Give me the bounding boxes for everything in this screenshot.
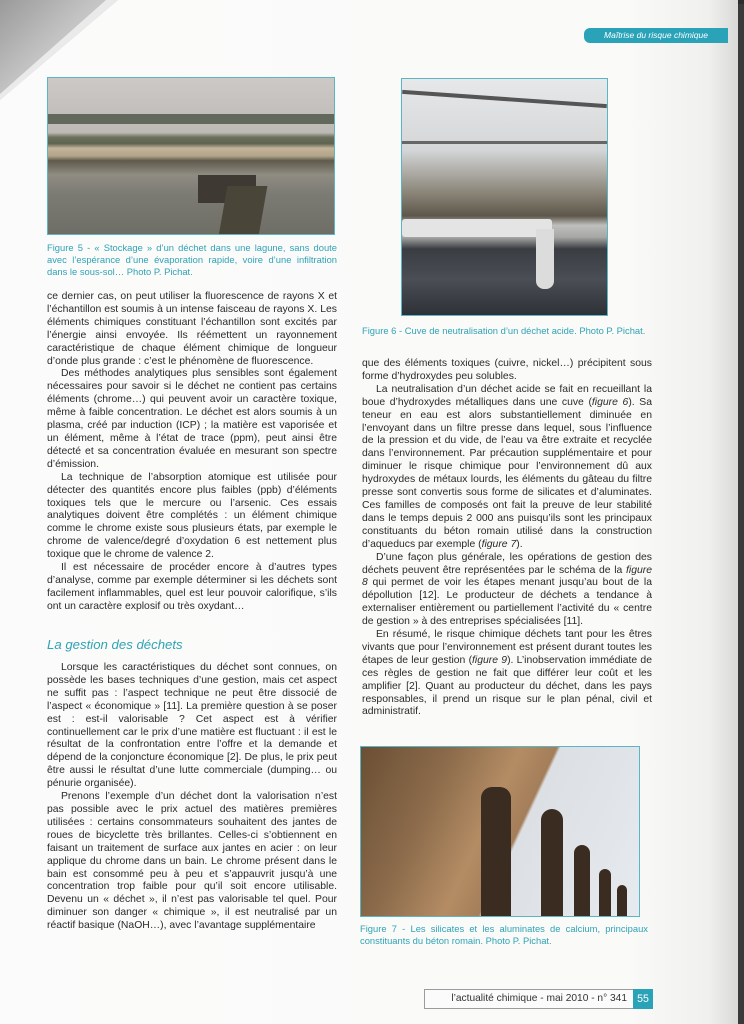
right-column-text bbox=[362, 358, 652, 719]
paragraph: ce dernier cas, on peut utiliser la fluorescence de rayons X et l’échantillon est soumis à un intense faisceau de rayons X. Les éléments chimiques constituant l’échantillon sont excités par l’énergie ainsi envoyée. Ils réémettent un rayonnement caractéristique de chaque élément chimique de longueur d’onde plus grande : c’est le phénomène de fluorescence. bbox=[47, 291, 337, 367]
journal-footer: l’actualité chimique - mai 2010 - n° 341 bbox=[424, 989, 634, 1009]
steel-beam bbox=[402, 90, 607, 108]
paragraph: Il est nécessaire de procéder encore à d’autres types d’analyse, comme par exemple déterminer si les déchets sont facilement inflammables, quel est leur pouvoir calorifique, s’ils ont un caractère explosif ou très oxydant… bbox=[47, 562, 337, 612]
paragraph: Lorsque les caractéristiques du déchet sont connues, on possède les bases techniques d’une gestion, mais cet aspect ne suffit pas : l’aspect technique ne peut être dissocié de l’aspect « économique » [11]. La première question à se poser est : est-il valorisable ? Cet aspect est à vérifier continuellement car le prix d’une matière est fluctuant : il est le résultat de la confrontation entre l’offre et la demande et dépend de la conjoncture économique [2]. De plus, le prix peut être aussi le résultat d’une lutte commerciale (dumping… ou pénurie organisée). bbox=[47, 662, 337, 790]
paragraph: que des éléments toxiques (cuivre, nickel…) précipitent sous forme d’hydroxydes peu solubles. bbox=[362, 358, 652, 382]
paragraph: Prenons l’exemple d’un déchet dont la valorisation n’est pas possible avec le prix actuel des matières premières utilisées : certains consommateurs souhaitent des jantes de roues de bicyclette très brillantes. Celles-ci s’obtiennent en faisant un traitement de surface aux jantes en acier : on leur applique du chrome dans un bain. Le chrome présent dans le bain est consommé peu à peu et s’appauvrit jusqu’à une concentration trop faible pour qu’il soit encore utilisable. Devenu un « déchet », il n’est pas valorisable tel quel. Pour diminuer son danger « chimique », il est neutralisé par un réactif basique (NaOH…), avec l’avantage supplémentaire bbox=[47, 791, 337, 932]
section-heading: La gestion des déchets bbox=[47, 637, 183, 652]
paragraph: En résumé, le risque chimique déchets tant pour les êtres vivants que pour l’environnement est présent durant toutes les étapes de leur gestion (figure 9). L’inobservation immédiate de ces règles de gestion ne fait que différer leur coût et les amplifier [2]. Quant au producteur du déchet, dans les pays responsables, il prend un risque sur le plan pénal, civil et administratif. bbox=[362, 629, 652, 718]
section-body-text bbox=[47, 662, 337, 933]
figure-5-photo bbox=[47, 77, 335, 235]
paragraph: Des méthodes analytiques plus sensibles sont également nécessaires pour savoir si le déchet ne contient pas certains éléments (chrome…) qui peuvent avoir un caractère toxique, même à faible concentration. Le déchet est alors soumis à un plasma, créé par induction (ICP) ; la matière est vaporisée et un élément, même à l’état de trace (ppm), peut ainsi être détecté et sa concentration évaluée en mesurant son spectre d’émission. bbox=[47, 368, 337, 470]
figure-reference: figure 6 bbox=[591, 396, 629, 408]
arch bbox=[541, 809, 563, 917]
wooden-dock bbox=[219, 186, 268, 235]
left-column-text bbox=[47, 291, 337, 614]
figure-reference: figure 8 bbox=[362, 564, 652, 589]
figure-6-caption: Figure 6 - Cuve de neutralisation d’un déchet acide. Photo P. Pichat. bbox=[362, 325, 646, 336]
figure-7-photo bbox=[360, 746, 640, 917]
horizontal-pipe bbox=[402, 219, 552, 237]
figure-6-photo bbox=[401, 78, 608, 316]
figure-7-caption: Figure 7 - Les silicates et les aluminates de calcium, principaux constituants du béton romain. Photo P. Pichat. bbox=[360, 923, 648, 947]
figure-reference: figure 7 bbox=[481, 538, 517, 550]
arch bbox=[617, 885, 627, 917]
paragraph: La technique de l’absorption atomique est utilisée pour détecter des quantités encore plus faibles (ppb) d’éléments toxiques tels que le mercure ou l’arsenic. Ces essais analytiques doivent être complétés : un élément chimique comme le chrome existe sous plusieurs états, par exemple le chrome de valence/degré d’oxydation 6 est nettement plus toxique que le chrome de valence 2. bbox=[47, 471, 337, 561]
arch bbox=[481, 787, 511, 917]
vertical-pipe bbox=[536, 229, 554, 289]
paragraph: La neutralisation d’un déchet acide se fait en recueillant la boue d’hydroxydes métalliques dans une cuve (figure 6). Sa teneur en eau est alors substantiellement diminuée en l’envoyant dans un filtre presse dans lequel, sous l’influence de la pression et du vide, de l’eau va être extraite et recyclée dans l’environnement. Par précaution supplémentaire et pour diminuer le risque chimique pour l’environnement dû aux hydroxydes de métaux lourds, les éléments du gâteau du filtre presse sont convertis sous forme de silicates et d’aluminates. Ces familles de composés ont fait la preuve de leur stabilité dans le temps depuis 2 000 ans puisqu’ils sont les principaux constituants du béton romain utilisé dans la construction d’aqueducs par exemple (figure 7). bbox=[362, 383, 652, 550]
paragraph: D’une façon plus générale, les opérations de gestion des déchets peuvent être représentées par le schéma de la figure 8 qui permet de voir les étapes menant jusqu’au bout de la dépollution [12]. Le producteur de déchets a tendance à externaliser entièrement ou partiellement l’activité du « centre de gestion » à des entreprises spécialisées [11]. bbox=[362, 551, 652, 628]
arch bbox=[574, 845, 590, 917]
section-tag: Maîtrise du risque chimique bbox=[584, 28, 728, 43]
railing bbox=[402, 141, 607, 144]
arch bbox=[599, 869, 611, 917]
figure-reference: figure 9 bbox=[472, 654, 508, 666]
tree-line bbox=[48, 114, 334, 124]
page-number: 55 bbox=[633, 989, 653, 1009]
figure-5-caption: Figure 5 - « Stockage » d’un déchet dans une lagune, sans doute avec l’espérance d’une évaporation rapide, voire d’une infiltration dans le sous-sol… Photo P. Pichat. bbox=[47, 242, 337, 278]
